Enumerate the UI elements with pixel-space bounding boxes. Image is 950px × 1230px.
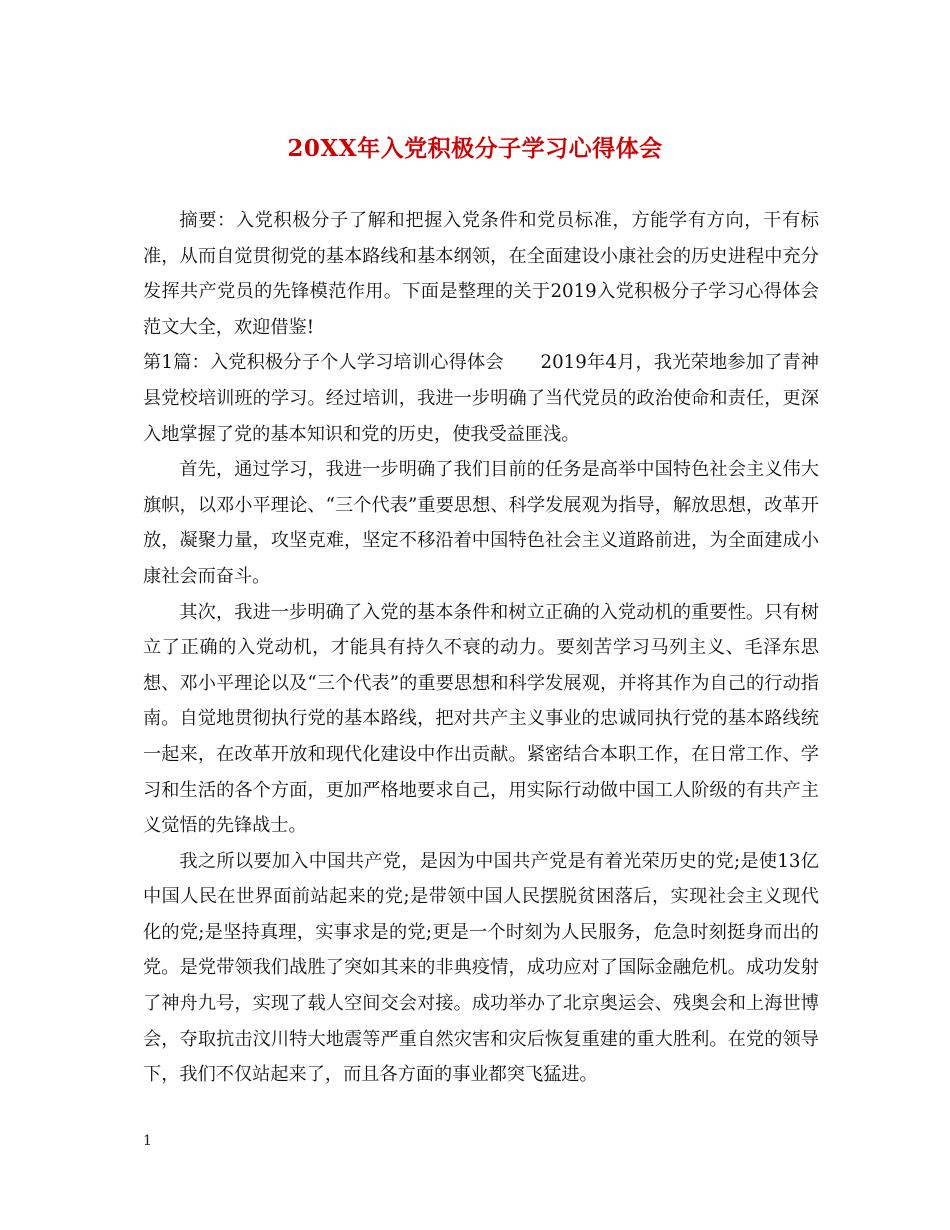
section-heading-paragraph: 第1篇：入党积极分子个人学习培训心得体会 2019年4月，我光荣地参加了青神县党校培训班的学习。经过培训，我进一步明确了当代党员的政治使命和责任，更深入地掌握了党的基本知识和党的历史，使我受益匪浅。 xyxy=(143,352,819,445)
document-title: 20XX年入党积极分子学习心得体会 xyxy=(287,135,663,162)
page-number: 1 xyxy=(143,1133,152,1149)
abstract-paragraph: 摘要：入党积极分子了解和把握入党条件和党员标准，方能学有方向，干有标准，从而自觉贯彻党的基本路线和基本纲领，在全面建设小康社会的历史进程中充分发挥共产党员的先锋模范作用。下面是整理的关于2019入党积极分子学习心得体会范文大全，欢迎借鉴! xyxy=(143,210,819,338)
body-paragraph: 首先，通过学习，我进一步明确了我们目前的任务是高举中国特色社会主义伟大旗帜，以邓小平理论、“三个代表”重要思想、科学发展观为指导，解放思想，改革开放，凝聚力量，攻坚克难，坚定不移沿着中国特色社会主义道路前进，为全面建成小康社会而奋斗。 xyxy=(143,459,819,587)
body-paragraph: 我之所以要加入中国共产党，是因为中国共产党是有着光荣历史的党;是使13亿中国人民在世界面前站起来的党;是带领中国人民摆脱贫困落后，实现社会主义现代化的党;是坚持真理，实事求是的党;更是一个时刻为人民服务，危急时刻挺身而出的党。是党带领我们战胜了突如其来的非典疫情，成功应对了国际金融危机。成功发射了神舟九号，实现了载人空间交会对接。成功举办了北京奥运会、残奥会和上海世博会，夺取抗击汶川特大地震等严重自然灾害和灾后恢复重建的重大胜利。在党的领导下，我们不仅站起来了，而且各方面的事业都突飞猛进。 xyxy=(143,850,819,1086)
body-paragraph: 其次，我进一步明确了入党的基本条件和树立正确的入党动机的重要性。只有树立了正确的入党动机，才能具有持久不衰的动力。要刻苦学习马列主义、毛泽东思想、邓小平理论以及“三个代表”的重要思想和科学发展观，并将其作为自己的行动指南。自觉地贯彻执行党的基本路线，把对共产主义事业的忠诚同执行党的基本路线统一起来，在改革开放和现代化建设中作出贡献。紧密结合本职工作，在日常工作、学习和生活的各个方面，更加严格地要求自己，用实际行动做中国工人阶级的有共产主义觉悟的先锋战士。 xyxy=(143,601,819,837)
document-body xyxy=(143,203,819,1093)
